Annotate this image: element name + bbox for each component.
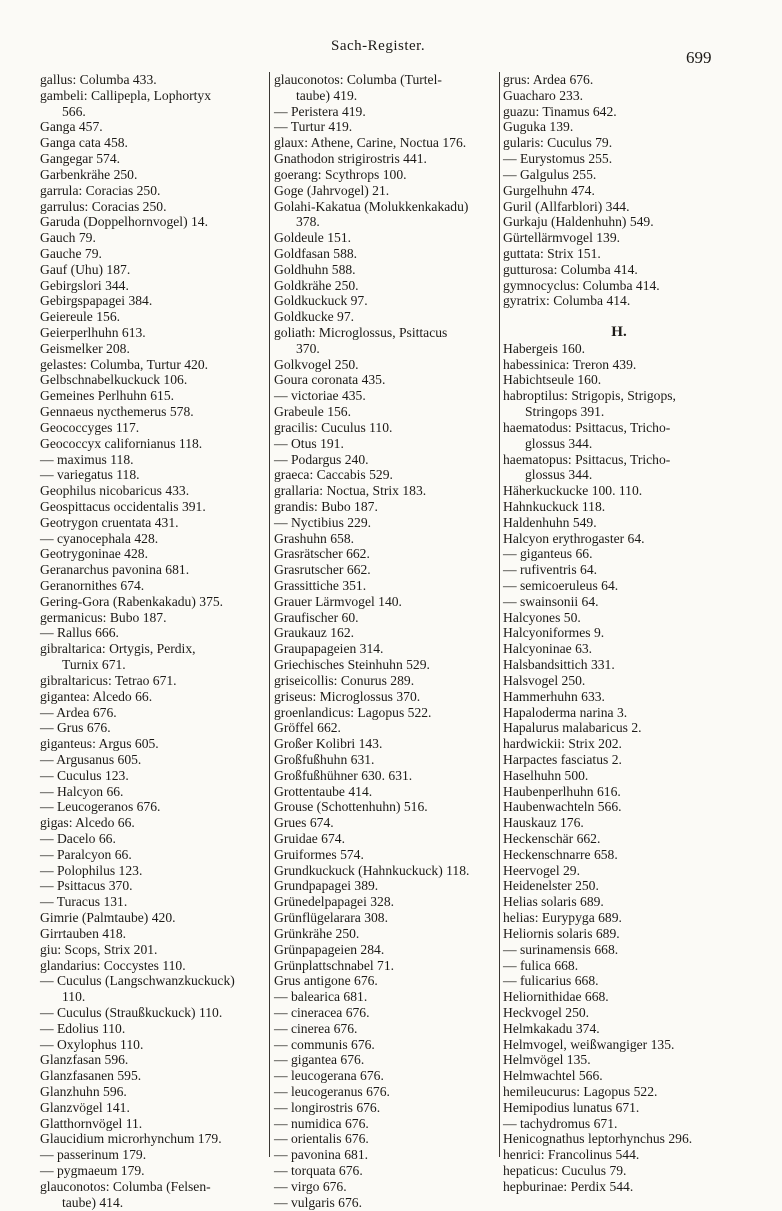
page-header — [0, 30, 782, 67]
index-entry: Häherkuckucke 100. 110. — [503, 483, 643, 499]
index-entry: Glanzfasan 596. — [40, 1052, 129, 1068]
index-entry: — Otus 191. — [274, 435, 344, 451]
index-entry: gyratrix: Columba 414. — [503, 293, 631, 309]
index-entry: Grünplattschnabel 71. — [274, 957, 395, 973]
index-entry: — communis 676. — [274, 1036, 375, 1052]
index-entry-continuation: glossus 344. — [525, 467, 593, 483]
index-entry: Gemeines Perlhuhn 615. — [40, 388, 175, 404]
column-divider — [499, 72, 500, 1157]
index-entry: Gauf (Uhu) 187. — [40, 261, 131, 277]
index-entry: Haubenperlhuhn 616. — [503, 783, 621, 799]
index-entry: Guguka 139. — [503, 119, 574, 135]
index-entry: — Eurystomus 255. — [503, 151, 613, 167]
index-entry: Goldfasan 588. — [274, 245, 358, 261]
index-entry: Gruiformes 574. — [274, 846, 364, 862]
index-entry: glaux: Athene, Carine, Noctua 176. — [274, 135, 467, 151]
running-title: Sach-Register. — [331, 38, 426, 54]
index-entry-continuation: glossus 344. — [525, 435, 593, 451]
index-entry: — fulicarius 668. — [503, 973, 599, 989]
index-entry: grandis: Bubo 187. — [274, 498, 378, 514]
index-entry: Gröffel 662. — [274, 720, 341, 736]
index-entry: Helias solaris 689. — [503, 894, 604, 910]
index-entry-continuation: Stringops 391. — [525, 404, 605, 420]
index-entry: hardwickii: Strix 202. — [503, 736, 622, 752]
index-entry: — Cuculus 123. — [40, 767, 129, 783]
index-entry: Helmkakadu 374. — [503, 1020, 600, 1036]
index-entry: — tachydromus 671. — [503, 1115, 618, 1131]
index-entry: Geranarchus pavonina 681. — [40, 562, 190, 578]
index-entry: Habichtseule 160. — [503, 372, 602, 388]
index-entry: Gangegar 574. — [40, 151, 121, 167]
index-entry: habroptilus: Strigopis, Strigops, — [503, 388, 676, 404]
index-entry: — Cuculus (Langschwanzkuckuck) — [40, 973, 235, 989]
index-entry: Glanzvögel 141. — [40, 1099, 130, 1115]
index-entry: Guacharo 233. — [503, 87, 584, 103]
index-entry: Geophilus nicobaricus 433. — [40, 483, 190, 499]
index-entry: — pygmaeum 179. — [40, 1163, 145, 1179]
index-entry: Geococcyges 117. — [40, 419, 140, 435]
index-entry: Geococcyx californianus 118. — [40, 435, 203, 451]
index-entry: Graukauz 162. — [274, 625, 355, 641]
index-entry: — Polophilus 123. — [40, 862, 143, 878]
index-entry: Glanzfasanen 595. — [40, 1068, 142, 1084]
index-entry: Goldkuckuck 97. — [274, 293, 368, 309]
index-entry: Grashuhn 658. — [274, 530, 355, 546]
index-entry: gularis: Cuculus 79. — [503, 135, 613, 151]
index-entry: Halcyoninae 63. — [503, 641, 593, 657]
index-entry: gracilis: Cuculus 110. — [274, 419, 393, 435]
index-entry: — leucogeranus 676. — [274, 1084, 390, 1099]
index-entry: Heidenelster 250. — [503, 878, 599, 894]
index-entry: Grünedelpapagei 328. — [274, 894, 395, 910]
index-entry: Glatthornvögel 11. — [40, 1115, 143, 1131]
index-entry: griseicollis: Conurus 289. — [274, 672, 415, 688]
index-entry: — Ardea 676. — [40, 704, 117, 720]
index-entry: Grasrätscher 662. — [274, 546, 370, 562]
index-entry: Garuda (Doppelhornvogel) 14. — [40, 214, 208, 230]
index-entry: Heckvogel 250. — [503, 1004, 590, 1020]
index-entry: Gebirgslori 344. — [40, 277, 129, 293]
index-entry: Heliornithidae 668. — [503, 989, 609, 1005]
index-entry: Heckenschär 662. — [503, 831, 601, 846]
index-entry: helias: Eurypyga 689. — [503, 910, 622, 926]
index-entry: — passerinum 179. — [40, 1147, 147, 1163]
index-entry: — Edolius 110. — [40, 1020, 126, 1036]
index-entry: — torquata 676. — [274, 1163, 363, 1179]
index-entry: Grundpapagei 389. — [274, 878, 379, 894]
index-entry: Hapalurus malabaricus 2. — [503, 720, 642, 736]
index-entry: — Halcyon 66. — [40, 783, 124, 799]
index-entry: Hemipodius lunatus 671. — [503, 1099, 640, 1115]
index-entry: gambeli: Callipepla, Lophortyx — [40, 87, 212, 103]
index-entry: Haubenwachteln 566. — [503, 799, 622, 815]
index-entry: Gering-Gora (Rabenkakadu) 375. — [40, 593, 224, 609]
index-entry: garrulus: Coracias 250. — [40, 198, 167, 214]
index-entry: — Podargus 240. — [274, 451, 369, 467]
index-entry: — Peristera 419. — [274, 103, 366, 119]
index-entry: Gauch 79. — [40, 230, 96, 246]
section-letter-heading: H. — [611, 324, 627, 340]
index-entry: Grues 674. — [274, 815, 334, 831]
index-entry: habessinica: Treron 439. — [503, 356, 637, 372]
index-entry: Geismelker 208. — [40, 340, 130, 356]
index-entry: Gurkaju (Haldenhuhn) 549. — [503, 214, 654, 230]
index-entry: — variegatus 118. — [40, 467, 140, 483]
index-entry: Hammerhuhn 633. — [503, 688, 605, 704]
index-entry: — cyanocephala 428. — [40, 530, 159, 546]
index-entry: Hauskauz 176. — [503, 815, 584, 831]
index-entry: Gurgelhuhn 474. — [503, 182, 595, 198]
index-entry: Goldhuhn 588. — [274, 261, 356, 277]
index-entry: Großfußhuhn 631. — [274, 751, 375, 767]
index-entry: Grottentaube 414. — [274, 783, 373, 799]
index-entry: Grauer Lärmvogel 140. — [274, 593, 402, 609]
index-entry: Halsvogel 250. — [503, 672, 586, 688]
index-entry: Grabeule 156. — [274, 404, 352, 420]
index-entry: guazu: Tinamus 642. — [503, 103, 617, 119]
index-entry: Griechisches Steinhuhn 529. — [274, 657, 430, 673]
index-entry: — Paralcyon 66. — [40, 846, 132, 862]
index-entry: garrula: Coracias 250. — [40, 182, 161, 198]
index-entry: Halsbandsittich 331. — [503, 657, 615, 673]
index-entry-continuation: 566. — [62, 103, 86, 119]
index-entry: — maximus 118. — [40, 451, 134, 467]
index-entry: Geospittacus occidentalis 391. — [40, 498, 206, 514]
index-entry: grus: Ardea 676. — [503, 72, 594, 87]
index-entry: Graupapageien 314. — [274, 641, 384, 657]
index-entry: gelastes: Columba, Turtur 420. — [40, 356, 209, 372]
index-entry: gibraltarica: Ortygis, Perdix, — [40, 641, 196, 657]
index-entry: Goldkucke 97. — [274, 309, 355, 325]
index-entry: — surinamensis 668. — [503, 941, 619, 957]
index-entry-continuation: Turnix 671. — [62, 657, 126, 673]
index-entry: gigas: Alcedo 66. — [40, 815, 135, 831]
index-entry: glauconotos: Columba (Turtel- — [274, 72, 442, 87]
index-entry: — Cuculus (Straußkuckuck) 110. — [40, 1004, 223, 1020]
index-entry: Harpactes fasciatus 2. — [503, 751, 622, 767]
index-entry: griseus: Microglossus 370. — [274, 688, 421, 704]
index-entry: Helmwachtel 566. — [503, 1068, 603, 1084]
index-entry: Grünpapageien 284. — [274, 941, 385, 957]
index-entry: Gnathodon strigirostris 441. — [274, 151, 427, 167]
index-entry: — vulgaris 676. — [274, 1194, 362, 1210]
index-entry: Gimrie (Palmtaube) 420. — [40, 910, 176, 926]
index-entry: grallaria: Noctua, Strix 183. — [274, 483, 427, 499]
index-entry: — Leucogeranos 676. — [40, 799, 161, 815]
index-entry: haematodus: Psittacus, Tricho- — [503, 419, 671, 435]
index-entry: — victoriae 435. — [274, 388, 366, 404]
index-entry: goerang: Scythrops 100. — [274, 166, 407, 182]
index-entry: Helmvogel, weißwangiger 135. — [503, 1036, 675, 1052]
index-entry: goliath: Microglossus, Psittacus — [274, 325, 448, 340]
index-entry: glandarius: Coccystes 110. — [40, 957, 186, 973]
index-entry-continuation: taube) 419. — [296, 87, 358, 103]
index-entry: henrici: Francolinus 544. — [503, 1147, 640, 1163]
index-column-middle — [274, 72, 496, 1211]
index-entry: — giganteus 66. — [503, 546, 593, 562]
index-entry: guttata: Strix 151. — [503, 245, 601, 261]
index-entry: — pavonina 681. — [274, 1147, 369, 1163]
index-entry: — Turtur 419. — [274, 119, 353, 135]
index-entry: — rufiventris 64. — [503, 562, 598, 578]
index-entry: — Psittacus 370. — [40, 878, 133, 894]
index-entry: germanicus: Bubo 187. — [40, 609, 167, 625]
index-entry: Heliornis solaris 689. — [503, 925, 620, 941]
index-entry: Glaucidium microrhynchum 179. — [40, 1131, 222, 1147]
index-entry: Garbenkrähe 250. — [40, 166, 138, 182]
index-entry: glauconotos: Columba (Felsen- — [40, 1178, 211, 1194]
index-entry: Glanzhuhn 596. — [40, 1084, 127, 1099]
index-column-left — [40, 72, 268, 1211]
index-entry: Henicognathus leptorhynchus 296. — [503, 1131, 693, 1147]
index-entry: Grassittiche 351. — [274, 578, 367, 593]
index-entry: Grundkuckuck (Hahnkuckuck) 118. — [274, 862, 470, 878]
index-entry: gibraltaricus: Tetrao 671. — [40, 672, 177, 688]
index-entry: Heervogel 29. — [503, 862, 581, 878]
index-entry: gigantea: Alcedo 66. — [40, 688, 153, 704]
index-entry: Grünflügelarara 308. — [274, 910, 388, 926]
index-entry: Helmvögel 135. — [503, 1052, 591, 1068]
index-entry: hemileucurus: Lagopus 522. — [503, 1084, 658, 1099]
index-entry: — Turacus 131. — [40, 894, 128, 910]
index-entry: Gruidae 674. — [274, 831, 345, 846]
index-entry: haematopus: Psittacus, Tricho- — [503, 451, 671, 467]
index-entry: Goldeule 151. — [274, 230, 352, 246]
index-entry: — balearica 681. — [274, 989, 368, 1005]
index-entry: Ganga cata 458. — [40, 135, 128, 151]
index-entry: giu: Scops, Strix 201. — [40, 941, 158, 957]
index-entry: — orientalis 676. — [274, 1131, 369, 1147]
index-entry: Großfußhühner 630. 631. — [274, 767, 413, 783]
index-entry: gymnocyclus: Columba 414. — [503, 277, 660, 293]
index-entry: Halcyones 50. — [503, 609, 581, 625]
index-entry: Grasrutscher 662. — [274, 562, 371, 578]
index-entry: Habergeis 160. — [503, 340, 586, 356]
index-entry: groenlandicus: Lagopus 522. — [274, 704, 432, 720]
index-entry: Golkvogel 250. — [274, 356, 359, 372]
index-entry: Haselhuhn 500. — [503, 767, 589, 783]
page-number: 699 — [686, 48, 712, 67]
index-entry: Halcyon erythrogaster 64. — [503, 530, 645, 546]
index-entry: gutturosa: Columba 414. — [503, 261, 638, 277]
index-entry: — swainsonii 64. — [503, 593, 599, 609]
index-entry: — semicoeruleus 64. — [503, 578, 619, 593]
index-entry: Grouse (Schottenhuhn) 516. — [274, 799, 428, 815]
index-entry-continuation: 110. — [62, 989, 86, 1005]
index-entry: — Dacelo 66. — [40, 831, 116, 846]
index-entry: Grus antigone 676. — [274, 973, 378, 989]
index-entry-continuation: 370. — [296, 340, 320, 356]
index-entry: hepaticus: Cuculus 79. — [503, 1163, 627, 1179]
index-entry: — cinerea 676. — [274, 1020, 358, 1036]
index-entry: gallus: Columba 433. — [40, 72, 157, 87]
index-entry: giganteus: Argus 605. — [40, 736, 159, 752]
index-entry: — fulica 668. — [503, 957, 579, 973]
index-entry: — Grus 676. — [40, 720, 111, 736]
index-entry: Gennaeus nycthemerus 578. — [40, 404, 194, 420]
index-entry: Ganga 457. — [40, 119, 103, 135]
index-entry: Geotrygoninae 428. — [40, 546, 148, 562]
index-entry: Girrtauben 418. — [40, 925, 127, 941]
index-entry: Goldkrähe 250. — [274, 277, 359, 293]
index-entry: Halcyoniformes 9. — [503, 625, 605, 641]
index-entry: Hahnkuckuck 118. — [503, 498, 606, 514]
index-entry: graeca: Caccabis 529. — [274, 467, 393, 483]
index-entry: — cineracea 676. — [274, 1004, 370, 1020]
index-entry: Geotrygon cruentata 431. — [40, 514, 179, 530]
index-entry: — Rallus 666. — [40, 625, 119, 641]
index-entry-continuation: taube) 414. — [62, 1194, 124, 1210]
index-entry: Goge (Jahrvogel) 21. — [274, 182, 390, 198]
index-entry: Großer Kolibri 143. — [274, 736, 383, 752]
index-entry: Graufischer 60. — [274, 609, 359, 625]
index-entry: Geiereule 156. — [40, 309, 121, 325]
index-column-right — [503, 72, 735, 1195]
index-entry: — Galgulus 255. — [503, 166, 597, 182]
index-entry: Grünkrähe 250. — [274, 925, 360, 941]
index-entry: — longirostris 676. — [274, 1099, 381, 1115]
index-entry: Gelbschnabelkuckuck 106. — [40, 372, 188, 388]
index-entry: Heckenschnarre 658. — [503, 846, 618, 862]
index-entry: — Nyctibius 229. — [274, 514, 372, 530]
index-entry: hepburinae: Perdix 544. — [503, 1178, 634, 1194]
index-entry: Hapaloderma narina 3. — [503, 704, 628, 720]
index-entry: — virgo 676. — [274, 1178, 347, 1194]
index-entry: — leucogerana 676. — [274, 1068, 384, 1084]
index-entry: — Oxylophus 110. — [40, 1036, 144, 1052]
index-entry: — numidica 676. — [274, 1115, 369, 1131]
index-entry: — Argusanus 605. — [40, 751, 142, 767]
index-entry: Golahi-Kakatua (Molukkenkakadu) — [274, 198, 469, 214]
index-entry: Guril (Allfarblori) 344. — [503, 198, 630, 214]
index-entry: Goura coronata 435. — [274, 372, 386, 388]
index-entry: Geierperlhuhn 613. — [40, 325, 146, 340]
index-entry-continuation: 378. — [296, 214, 320, 230]
index-entry: Gürtellärmvogel 139. — [503, 230, 621, 246]
index-entry: Gauche 79. — [40, 245, 102, 261]
index-spacer — [503, 309, 735, 325]
index-entry: Geranornithes 674. — [40, 578, 145, 593]
column-divider — [269, 72, 270, 1157]
index-entry: — gigantea 676. — [274, 1052, 365, 1068]
index-entry: Gebirgspapagei 384. — [40, 293, 153, 309]
index-entry: Haldenhuhn 549. — [503, 514, 597, 530]
